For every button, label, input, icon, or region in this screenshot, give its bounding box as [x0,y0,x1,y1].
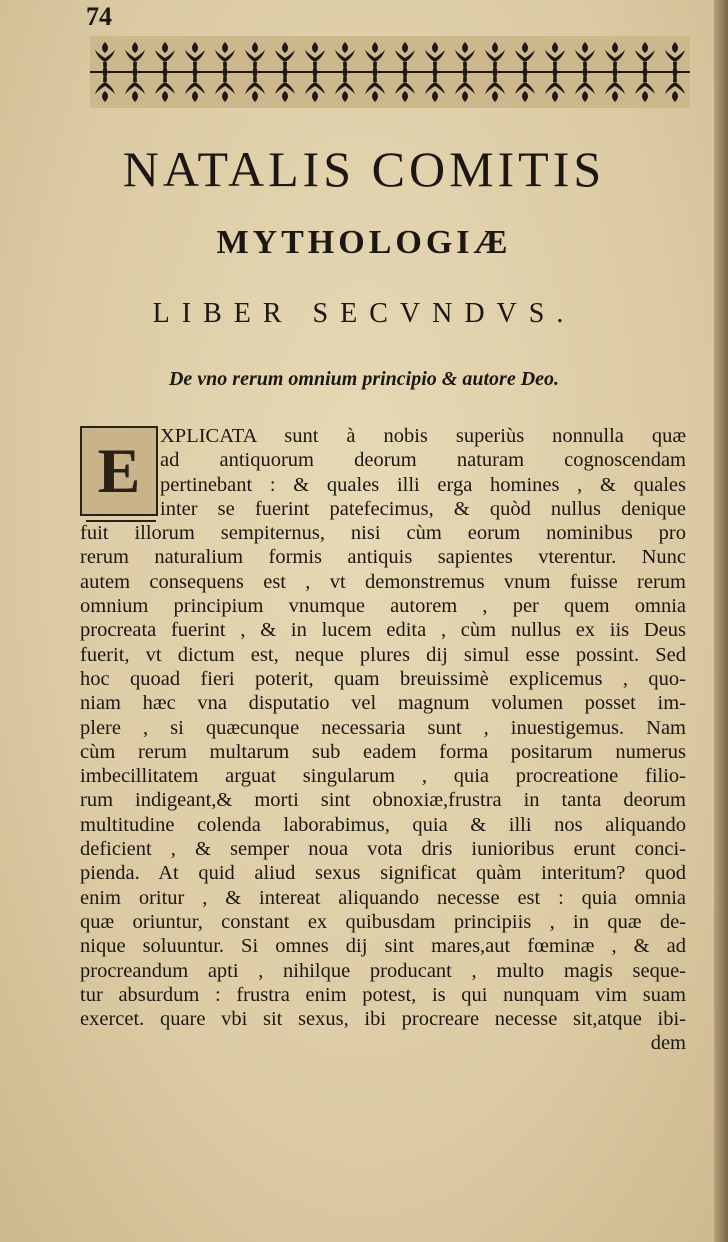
text-line: cùm rerum multarum sub eadem forma positarum numerus [80,740,686,763]
text-line: autem consequens est , vt demonstremus vnum fuisse rerum [80,570,686,593]
text-line: ad antiquorum deorum naturam cognoscendam [160,449,686,472]
text-line: inter se fuerint patefecimus, & quòd nullus denique [160,497,686,520]
text-line: omnium principium vnumque autorem , per quem omnia [80,595,686,618]
chapter-heading: De vno rerum omnium principio & autore Deo. [168,368,560,390]
text-line: exercet. quare vbi sit sexus, ibi procreare necesse sit,atque ibi- [80,1008,686,1031]
text-line: rerum naturalium formis antiquis sapientes vterentur. Nunc [80,546,686,569]
text-line: fuerit, vt dictum est, neque plures dij simul esse possint. Sed [80,643,686,666]
book-title: NATALIS COMITIS [122,141,606,197]
initial-letter: E [97,435,141,506]
text-line: plere , si quæcunque necessaria sunt , inuestigemus. Nam [80,716,686,739]
text-line: procreata fuerint , & in lucem edita , cùm nullus ex iis Deus [80,619,686,642]
text-line: tur absurdum : frustra enim potest, is qui nunquam vim suam [80,983,686,1006]
fleuron-band-icon [90,36,690,108]
text-line: fuit illorum sempiternus, nisi cùm eorum nominibus pro [80,522,686,545]
text-line: procreandum apti , nihilque producant , multo magis seque- [80,959,686,982]
text-line: enim oritur , & intereat aliquando necesse est : quia omnia [80,886,686,909]
text-line: dem [650,1032,686,1055]
text-line: nique soluuntur. Si omnes dij sint mares,aut fœminæ , & ad [80,935,686,958]
page-number: 74 [86,2,112,31]
text-line: quæ oriuntur, constant ex quibusdam principiis , in quæ de- [80,910,686,933]
text-line: niam hæc vna disputatio vel magnum volumen posset im- [80,692,686,715]
text-line: XPLICATA sunt à nobis superiùs nonnulla quæ [160,425,686,447]
decorative-header-band [90,36,690,108]
book-subtitle: MYTHOLOGIÆ [216,224,512,261]
text-line: pertinebant : & quales illi erga homines , & quales [160,473,686,496]
body-text [80,424,686,1056]
text-line: hoc quoad fieri poterit, quam breuissimè explicemus , quo- [80,667,686,690]
text-line: imbecillitatem arguat singularum , quia procreatione filio- [80,765,686,788]
text-line: multitudine colenda laborabimus, quia & illi nos aliquando [80,813,686,836]
text-line: pienda. At quid aliud sexus significat quàm interitum? quod [80,862,686,885]
book-number: LIBER SECVNDVS. [152,298,576,329]
text-line: deficient , & semper noua vota dris iunioribus erunt conci- [80,838,686,861]
text-line: rum indigeant,& morti sint obnoxiæ,frustra in tanta deorum [80,789,686,812]
